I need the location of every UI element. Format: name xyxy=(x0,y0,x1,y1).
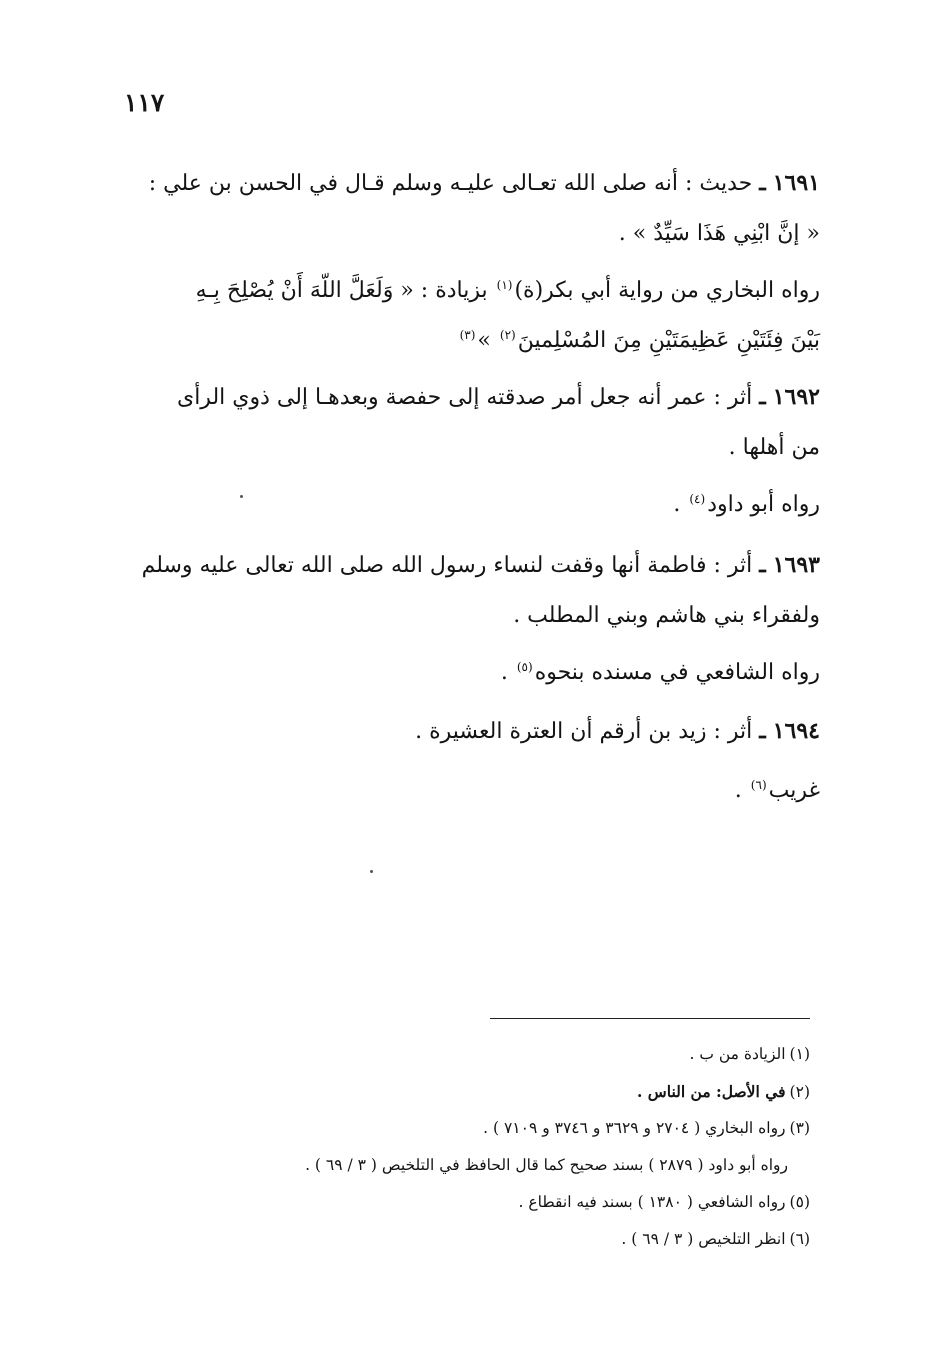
entry-text: حديث : أنه صلى الله تعـالى عليـه وسلم قـال في الحسن بن علي : xyxy=(148,171,753,196)
entry-number: ١٦٩١ xyxy=(772,170,820,196)
footnote-label: (٦) xyxy=(789,1230,810,1248)
entry-line xyxy=(120,423,820,473)
entry-dash: ـ xyxy=(759,170,766,196)
narration-text: رواه الشافعي في مسنده بنحوه xyxy=(534,660,820,685)
narration-1692 xyxy=(120,480,820,530)
footnote-text: في الأصل: من الناس . xyxy=(637,1082,786,1101)
narration-text: غريب xyxy=(768,778,820,803)
entry-number: ١٦٩٢ xyxy=(772,384,820,410)
entry-number: ١٦٩٣ xyxy=(772,552,820,578)
footnote-ref: (١) xyxy=(496,277,513,292)
entry-text: « إنَّ ابْنِي هَذَا سَيِّدٌ » . xyxy=(618,221,820,246)
footnote xyxy=(190,1147,810,1184)
entry-dash: ـ xyxy=(759,384,766,410)
narration-line xyxy=(120,648,820,698)
entry-number: ١٦٩٤ xyxy=(772,718,820,744)
entry-dash: ـ xyxy=(759,552,766,578)
footnote-ref: (٢) xyxy=(499,327,516,342)
footnote-label: (١) xyxy=(789,1045,810,1063)
entry-line xyxy=(120,591,820,641)
narration-text: . xyxy=(734,778,742,803)
footnotes xyxy=(190,1036,810,1258)
footnote-separator xyxy=(490,1018,810,1019)
page-number: ١١٧ xyxy=(124,88,165,117)
narration-line xyxy=(120,766,820,816)
footnote-label: (٥) xyxy=(789,1193,810,1211)
narration-text: . xyxy=(500,660,508,685)
entry-1694 xyxy=(120,706,820,757)
entry-1692 xyxy=(120,372,820,473)
footnote-ref: (٥) xyxy=(516,659,533,674)
narration-text: . xyxy=(673,492,681,517)
footnote-ref: (٣) xyxy=(459,327,476,342)
footnote xyxy=(190,1036,810,1073)
entry-text: أثر : زيد بن أرقم أن العترة العشيرة . xyxy=(415,719,753,744)
scan-speck xyxy=(240,495,243,498)
narration-1694 xyxy=(120,766,820,816)
narration-text: رواه أبو داود xyxy=(707,492,820,517)
narration-line xyxy=(120,316,820,366)
footnote-label: (٣) xyxy=(789,1119,810,1137)
footnote-label: (٢) xyxy=(789,1083,810,1101)
narration-line xyxy=(120,480,820,530)
footnote xyxy=(190,1110,810,1147)
narration-1691 xyxy=(120,266,820,366)
entry-text: من أهلها . xyxy=(728,435,820,460)
footnote xyxy=(190,1073,810,1110)
footnote-ref: (٤) xyxy=(689,491,706,506)
narration-text: بَيْنَ فِئَتَيْنِ عَظِيمَتَيْنِ مِنَ المُسْلِمينَ xyxy=(517,328,820,353)
entry-text: أثر : فاطمة أنها وقفت لنساء رسول الله صلى الله تعالى عليه وسلم xyxy=(141,553,753,578)
entry-line xyxy=(120,706,820,757)
footnote xyxy=(190,1184,810,1221)
entry-text: ولفقراء بني هاشم وبني المطلب . xyxy=(513,603,820,628)
narration-text: » xyxy=(477,328,491,353)
footnote-text: رواه البخاري ( ٢٧٠٤ و ٣٦٢٩ و ٣٧٤٦ و ٧١٠٩ ) . xyxy=(483,1119,786,1137)
entry-line xyxy=(120,209,820,259)
narration-text: رواه البخاري من رواية أبي بكر(ة) xyxy=(514,278,820,303)
footnote-text: انظر التلخيص ( ٣ / ٦٩ ) . xyxy=(621,1230,786,1248)
footnote xyxy=(190,1221,810,1258)
entry-line xyxy=(120,158,820,209)
footnote-ref: (٦) xyxy=(750,777,767,792)
footnote-text: رواه الشافعي ( ١٣٨٠ ) بسند فيه انقطاع . xyxy=(518,1193,786,1211)
narration-line xyxy=(120,266,820,316)
entry-line xyxy=(120,372,820,423)
scan-speck xyxy=(370,870,373,873)
entry-1691 xyxy=(120,158,820,259)
entry-line xyxy=(120,540,820,591)
entry-text: أثر : عمر أنه جعل أمر صدقته إلى حفصة وبعدهـا إلى ذوي الرأى xyxy=(176,385,753,410)
footnote-text: رواه أبو داود ( ٢٨٧٩ ) بسند صحيح كما قال الحافظ في التلخيص ( ٣ / ٦٩ ) . xyxy=(305,1156,788,1174)
entry-dash: ـ xyxy=(759,718,766,744)
narration-text: بزيادة : « وَلَعَلَّ اللّهَ أَنْ يُصْلِحَ بِـهِ xyxy=(195,278,488,303)
footnote-text: الزيادة من ب . xyxy=(689,1045,786,1063)
entry-1693 xyxy=(120,540,820,641)
narration-1693 xyxy=(120,648,820,698)
